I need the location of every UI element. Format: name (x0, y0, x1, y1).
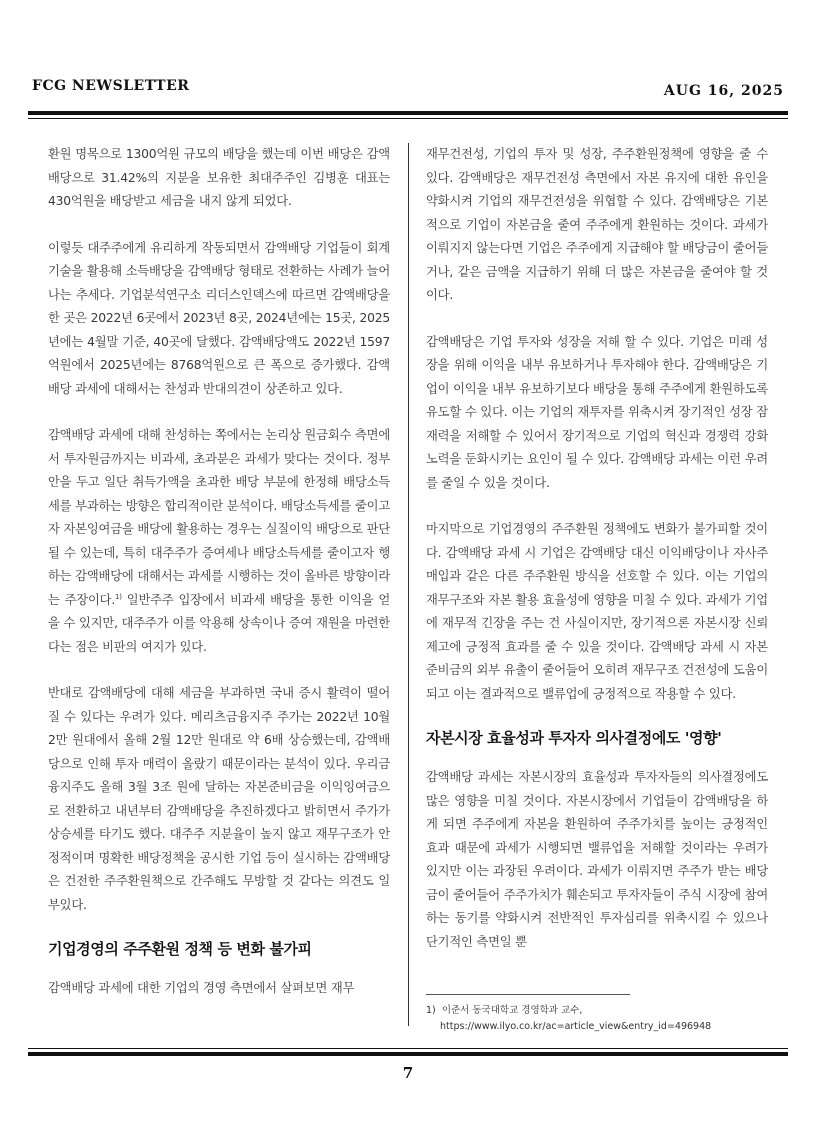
right-paragraph-1: 재무건전성, 기업의 투자 및 성장, 주주환원정책에 영향을 줄 수 있다. 감액배당은 재무건전성 측면에서 자본 유지에 대한 유인을 약화시켜 기업의 재무건전성을 위협할 수 있다. 감액배당은 기본적으로 기업이 자본금을 줄여 주주에게 환원하는 것이다. 과세가 이뤄지지 않는다면 기업은 주주에게 지급해야 할 배당금이 줄어들거나, 같은 금액을 지급하기 위해 더 많은 자본금을 줄여야 할 것이다. (426, 147, 768, 302)
left-paragraph-3 (48, 424, 390, 659)
left-paragraph-2: 이렇듯 대주주에게 유리하게 작동되면서 감액배당 기업들이 회계 기술을 활용해 소득배당을 감액배당 형태로 전환하는 사례가 늘어나는 추세다. 기업분석연구소 리더스인덱스에 따르면 감액배당을 한 곳은 2022년 6곳에서 2023년 8곳, 2024년에는 15곳, 2025년에는 4월말 기준, 40곳에 달했다. 감액배당액도 2022년 1597억원에서 2025년에는 8768억원으로 큰 폭으로 증가했다. 감액배당 과세에 대해서는 찬성과 반대의견이 상존하고 있다. (48, 240, 390, 396)
left-paragraph-3-text-a: 감액배당 과세에 대해 찬성하는 쪽에서는 논리상 원금회수 측면에서 투자원금까지는 비과세, 초과분은 과세가 맞다는 것이다. 정부안을 두고 일단 취득가액을 초과한 배당 부분에 한정해 배당소득세를 부과하는 방향은 합리적이란 분석이다. 배당소득세를 줄이고자 자본잉여금을 배당에 활용하는 경우는 실질이익 배당으로 판단될 수 있는데, 특히 대주주가 증여세나 배당소득세를 줄이고자 행하는 감액배당에 대해서는 과세를 시행하는 것이 올바른 방향이라는 주장이다. (48, 428, 390, 607)
header-rule-thick (28, 111, 788, 115)
issue-date: AUG 16, 2025 (663, 83, 784, 99)
left-paragraph-3-text-b: 일반주주 입장에서 비과세 배당을 통한 이익을 얻을 수 있지만, 대주주가 이를 악용해 상속이나 증여 재원을 마련한다는 점은 비판의 여지가 있다. (48, 592, 390, 654)
footnote-text: 이준서 동국대학교 경영학과 교수, (441, 1005, 583, 1016)
section-heading-management: 기업경영의 주주환원 정책 등 변화 불가피 (48, 940, 312, 958)
column-divider (408, 143, 409, 1026)
footer-rule-thick (28, 1052, 788, 1056)
left-paragraph-5: 감액배당 과세에 대한 기업의 경영 측면에서 살펴보면 재무 (48, 981, 355, 995)
footnote-line (426, 1003, 786, 1019)
footnote (426, 1003, 786, 1035)
footnote-url[interactable]: https://www.ilyo.co.kr/ac=article_view&entry_id=496948 (440, 1021, 712, 1032)
footnote-rule (426, 994, 630, 995)
left-column (48, 143, 390, 1024)
left-paragraph-4: 반대로 감액배당에 대해 세금을 부과하면 국내 증시 활력이 떨어질 수 있다는 우려가 있다. 메리츠금융지주 주가는 2022년 10월 2만 원대에서 올해 2월 12만 원대로 약 6배 상승했는데, 감액배당으로 인해 투자 매력이 올랐기 때문이라는 분석이 있다. 우리금융지주도 올해 3월 3조 원에 달하는 자본준비금을 이익잉여금으로 전환하고 내년부터 감액배당을 추진하겠다고 밝히면서 주가가 상승세를 타기도 했다. 대주주 지분율이 높지 않고 재무구조가 안정적이며 명확한 배당정책을 공시한 기업 등이 실시하는 감액배당은 건전한 주주환원책으로 간주해도 무방할 것 같다는 의견도 일부있다. (48, 686, 390, 912)
right-paragraph-2: 감액배당은 기업 투자와 성장을 저해 할 수 있다. 기업은 미래 성장을 위해 이익을 내부 유보하거나 투자해야 한다. 감액배당은 기업이 이익을 내부 유보하기보다 배당을 통해 주주에게 환원하도록 유도할 수 있다. 이는 기업의 재투자를 위축시켜 장기적인 성장 잠재력을 저해할 수 있어서 장기적으로 기업의 혁신과 경쟁력 강화 노력을 둔화시키는 요인이 될 수 있다. 감액배당 과세는 이런 우려를 줄일 수 있을 것이다. (426, 334, 768, 490)
header-rule-thin (28, 118, 788, 119)
page-number: 7 (402, 1064, 414, 1082)
right-paragraph-4: 감액배당 과세는 자본시장의 효율성과 투자자들의 의사결정에도 많은 영향을 미칠 것이다. 자본시장에서 기업들이 감액배당을 하게 되면 주주에게 자본을 환원하여 주주가치를 높이는 긍정적인 효과 때문에 과세가 시행되면 밸류업을 저해할 것이라는 우려가 있지만 이는 과장된 우려이다. 과세가 이뤄지면 주주가 받는 배당금이 줄어들어 주주가치가 훼손되고 투자자들이 주식 시장에 참여하는 동기를 약화시켜 전반적인 투자심리를 위축시킬 수 있으나 단기적인 측면일 뿐 (426, 770, 768, 949)
left-paragraph-1: 환원 명목으로 1300억원 규모의 배당을 했는데 이번 배당은 감액배당으로 31.42%의 지분을 보유한 최대주주인 김병훈 대표는 430억원을 배당받고 세금을 내지 않게 되었다. (48, 147, 390, 208)
footnote-number: 1) (426, 1005, 436, 1016)
footnote-marker[interactable]: 1) (115, 592, 122, 601)
footer-rule-thin (28, 1048, 788, 1049)
right-column (426, 143, 768, 977)
newsletter-title: FCG NEWSLETTER (32, 78, 190, 94)
section-heading-capital-market: 자본시장 효율성과 투자자 의사결정에도 '영향' (426, 729, 722, 747)
right-paragraph-3: 마지막으로 기업경영의 주주환원 정책에도 변화가 불가피할 것이다. 감액배당 과세 시 기업은 감액배당 대신 이익배당이나 자사주 매입과 같은 다른 주주환원 방식을 선호할 수 있다. 이는 기업의 재무구조와 자본 활용 효율성에 영향을 미칠 수 있다. 과세가 기업에 재무적 긴장을 주는 건 사실이지만, 장기적으론 자본시장 신뢰 제고에 긍정적 효과를 줄 수 있을 것이다. 감액배당 과세 시 자본준비금의 외부 유출이 줄어들어 오히려 재무구조 건전성에 도움이 되고 이는 결과적으로 밸류업에 긍정적으로 작용할 수 있다. (426, 522, 768, 701)
